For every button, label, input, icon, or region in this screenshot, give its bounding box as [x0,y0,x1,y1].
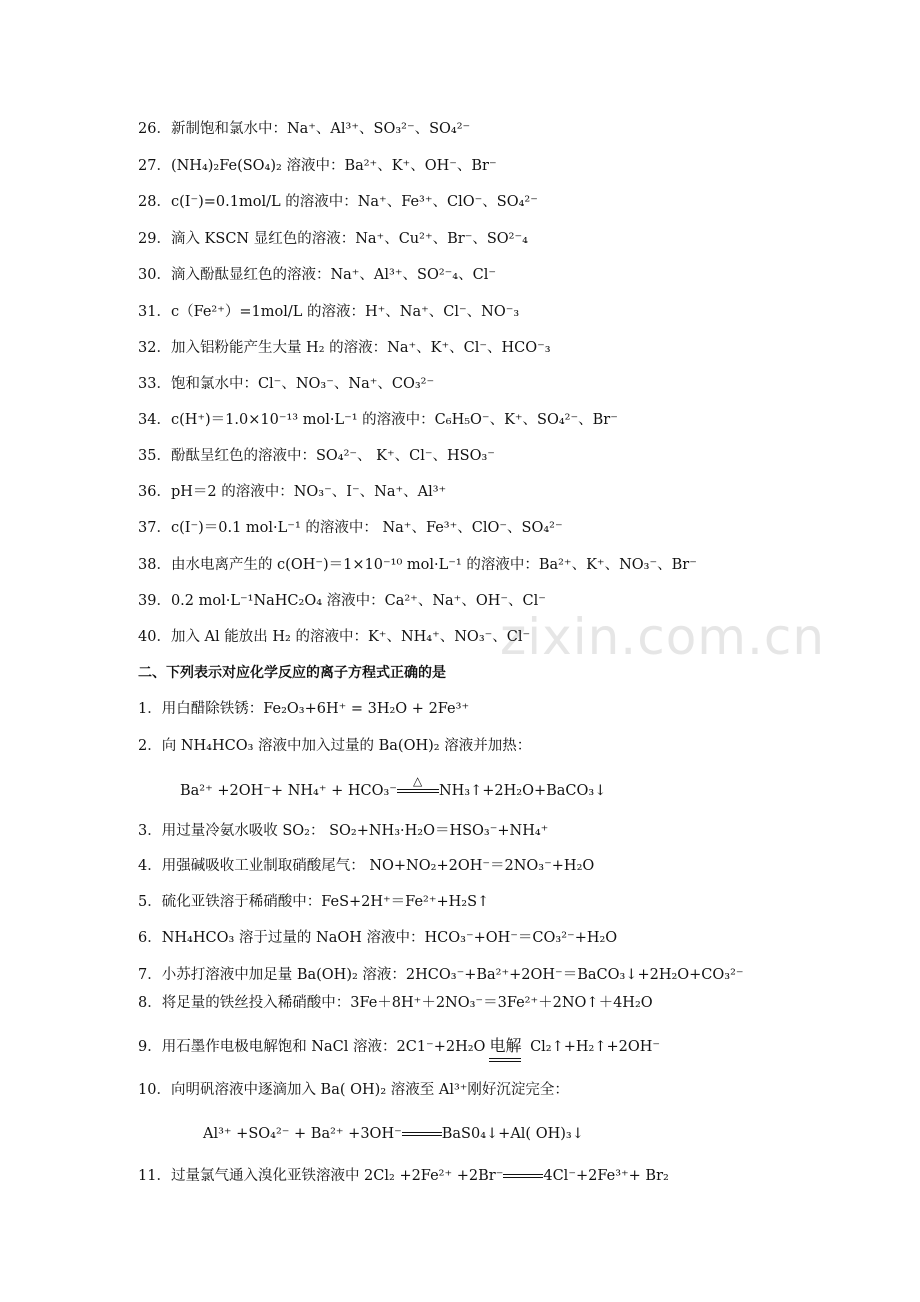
equation-right: Cl₂↑+H₂↑+2OH⁻ [530,1039,661,1055]
list-item: 33．饱和氯水中：Cl⁻、NO₃⁻、Na⁺、CO₃²⁻ [138,376,435,392]
equation-right: NH₃↑+2H₂O+BaCO₃↓ [438,783,607,799]
list-item: 35．酚酞呈红色的溶液中：SO₄²⁻、 K⁺、Cl⁻、HSO₃⁻ [138,448,495,464]
list-item: 34．c(H⁺)＝1.0×10⁻¹³ mol·L⁻¹ 的溶液中：C₆H₅O⁻、K⁺、SO₄²⁻、Br⁻ [138,412,618,428]
list-item: 7．小苏打溶液中加足量 Ba(OH)₂ 溶液：2HCO₃⁻+Ba²⁺+2OH⁻＝BaCO₃↓+2H₂O+CO₃²⁻ [138,967,744,983]
section-heading: 二、下列表示对应化学反应的离子方程式正确的是 [138,665,446,681]
equals-arrow [503,1166,543,1186]
equation-left: 11．过量氯气通入溴化亚铁溶液中 2Cl₂ +2Fe²⁺ +2Br⁻ [138,1168,504,1184]
list-item: 38．由水电离产生的 c(OH⁻)＝1×10⁻¹⁰ mol·L⁻¹ 的溶液中：Ba²⁺、K⁺、NO₃⁻、Br⁻ [138,557,697,573]
list-item: 26．新制饱和氯水中：Na⁺、Al³⁺、SO₃²⁻、SO₄²⁻ [138,121,471,137]
list-item: 1．用白醋除铁锈：Fe₂O₃+6H⁺ = 3H₂O + 2Fe³⁺ [138,701,470,717]
equation-left: Al³⁺ +SO₄²⁻ + Ba²⁺ +3OH⁻ [203,1126,402,1142]
list-item [138,1166,669,1186]
list-item: 8．将足量的铁丝投入稀硝酸中：3Fe＋8H⁺＋2NO₃⁻＝3Fe²⁺＋2NO↑＋4H₂O [138,995,653,1011]
equals-arrow [402,1124,442,1144]
equation [203,1124,584,1144]
list-item: 31．c（Fe²⁺）=1mol/L 的溶液：H⁺、Na⁺、Cl⁻、NO⁻₃ [138,304,520,320]
list-item: 29．滴入 KSCN 显红色的溶液：Na⁺、Cu²⁺、Br⁻、SO²⁻₄ [138,231,528,247]
list-item: 10．向明矾溶液中逐滴加入 Ba( OH)₂ 溶液至 Al³⁺刚好沉淀完全： [138,1082,569,1098]
equation [180,774,607,801]
equation-right: 4Cl⁻+2Fe³⁺+ Br₂ [543,1168,669,1184]
list-item: 32．加入铝粉能产生大量 H₂ 的溶液：Na⁺、K⁺、Cl⁻、HCO⁻₃ [138,340,551,356]
list-item: 28．c(I⁻)=0.1mol/L 的溶液中：Na⁺、Fe³⁺、ClO⁻、SO₄²⁻ [138,194,538,210]
list-item: 3．用过量冷氨水吸收 SO₂： SO₂+NH₃·H₂O＝HSO₃⁻+NH₄⁺ [138,823,549,839]
list-item: 37．c(I⁻)＝0.1 mol·L⁻¹ 的溶液中： Na⁺、Fe³⁺、ClO⁻、SO₄²⁻ [138,520,563,536]
list-item: 5．硫化亚铁溶于稀硝酸中：FeS+2H⁺＝Fe²⁺+H₂S↑ [138,894,490,910]
equation-left: Ba²⁺ +2OH⁻+ NH₄⁺ + HCO₃⁻ [180,783,397,799]
list-item [138,1036,660,1057]
list-item: 40．加入 Al 能放出 H₂ 的溶液中：K⁺、NH₄⁺、NO₃⁻、Cl⁻ [138,629,531,645]
list-item: 39．0.2 mol·L⁻¹NaHC₂O₄ 溶液中：Ca²⁺、Na⁺、OH⁻、Cl⁻ [138,593,546,609]
heat-arrow [397,774,439,801]
equation-right: BaS0₄↓+Al( OH)₃↓ [441,1126,584,1142]
watermark: zixin.com.cn [500,608,826,666]
electrolysis-label: 电解 [489,1036,522,1055]
list-item: 36．pH＝2 的溶液中：NO₃⁻、I⁻、Na⁺、Al³⁺ [138,484,447,500]
list-item: 4．用强碱吸收工业制取硝酸尾气： NO+NO₂+2OH⁻＝2NO₃⁻+H₂O [138,858,595,874]
list-item: 30．滴入酚酞显红色的溶液：Na⁺、Al³⁺、SO²⁻₄、Cl⁻ [138,267,496,283]
list-item: 2．向 NH₄HCO₃ 溶液中加入过量的 Ba(OH)₂ 溶液并加热： [138,738,532,754]
list-item: 6．NH₄HCO₃ 溶于过量的 NaOH 溶液中：HCO₃⁻+OH⁻＝CO₃²⁻+H₂O [138,930,618,946]
electrolysis-condition [485,1036,525,1056]
list-item: 27．(NH₄)₂Fe(SO₄)₂ 溶液中：Ba²⁺、K⁺、OH⁻、Br⁻ [138,158,497,174]
heat-symbol: △ [412,774,423,788]
equation-left: 9．用石墨作电极电解饱和 NaCl 溶液：2C1⁻+2H₂O [138,1039,486,1055]
